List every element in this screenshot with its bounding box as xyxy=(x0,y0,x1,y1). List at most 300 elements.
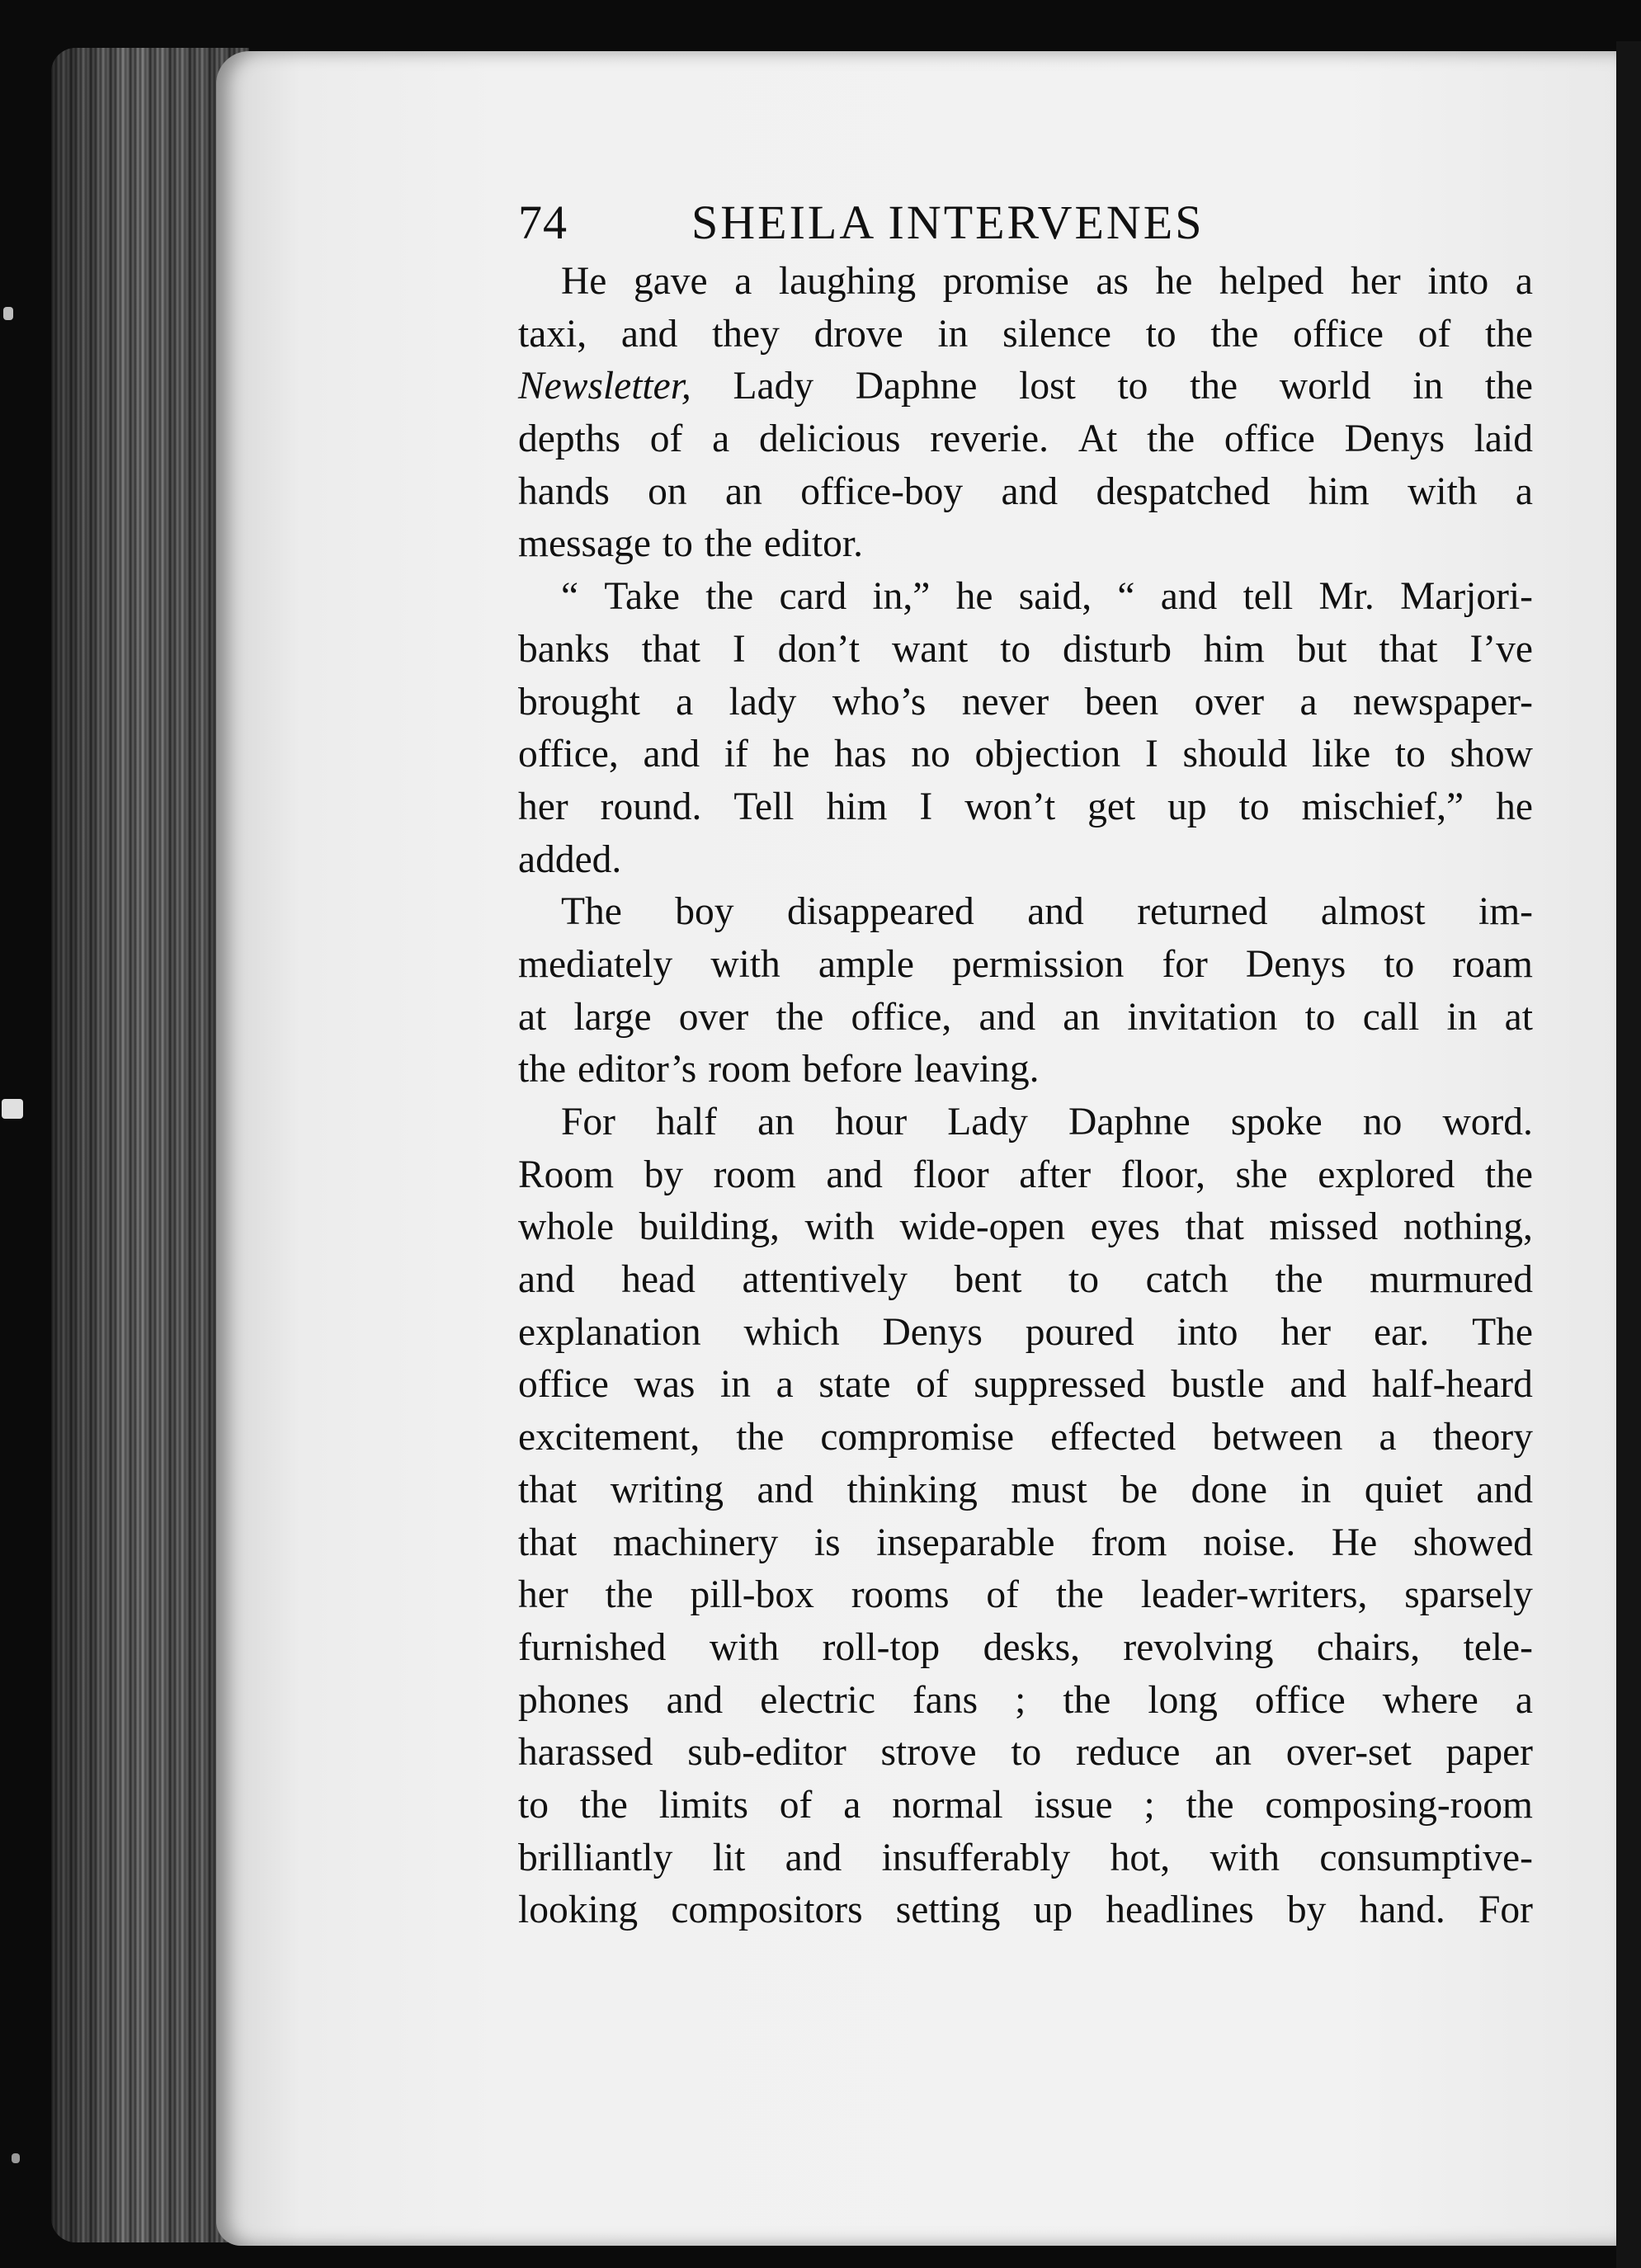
text-line xyxy=(518,624,1533,677)
word: a xyxy=(843,1783,861,1827)
text-line xyxy=(518,571,1533,624)
word: floor, xyxy=(1120,1153,1205,1196)
word: her xyxy=(518,1573,568,1617)
word: at xyxy=(1504,995,1533,1039)
word: the xyxy=(1275,1258,1323,1302)
word: sub-editor xyxy=(687,1731,846,1775)
word: is xyxy=(813,1521,841,1564)
word: in xyxy=(1412,365,1444,408)
word: Denys xyxy=(1344,417,1445,461)
word: has xyxy=(834,733,887,776)
word: paper xyxy=(1445,1731,1533,1775)
word: hands xyxy=(518,469,610,513)
word: issue xyxy=(1034,1783,1113,1827)
word: show xyxy=(1450,733,1533,776)
word: to xyxy=(662,522,693,566)
word: and xyxy=(518,1258,575,1302)
word: composing-room xyxy=(1265,1783,1533,1827)
word: room xyxy=(713,1153,796,1196)
text-line xyxy=(518,1727,1533,1780)
word: normal xyxy=(892,1783,1003,1827)
word: to xyxy=(1117,365,1148,408)
word: a xyxy=(712,417,730,461)
word: The xyxy=(1472,1310,1533,1354)
word: to xyxy=(1068,1258,1099,1302)
word: The xyxy=(561,890,622,934)
text-line xyxy=(518,886,1533,939)
word: Mr. xyxy=(1318,575,1375,619)
word: Denys xyxy=(1245,942,1346,986)
word: of xyxy=(916,1363,949,1407)
word: office xyxy=(518,1363,609,1407)
edge-speck xyxy=(12,2153,20,2163)
text-line xyxy=(518,1359,1533,1412)
word: if xyxy=(724,733,748,776)
word: and xyxy=(1476,1468,1533,1511)
text-line xyxy=(518,413,1533,466)
word: a xyxy=(1299,680,1318,724)
word: like xyxy=(1311,733,1371,776)
word: large xyxy=(573,995,652,1039)
word: that xyxy=(518,1468,578,1511)
word: explanation xyxy=(518,1310,701,1354)
word: he xyxy=(955,575,993,619)
text-line xyxy=(518,1884,1533,1937)
text-line xyxy=(518,1622,1533,1675)
word: mischief,” xyxy=(1301,785,1464,828)
word: a xyxy=(1379,1416,1397,1459)
word: attentively xyxy=(742,1258,908,1302)
word: gave xyxy=(633,260,708,303)
word: newspaper- xyxy=(1352,680,1533,724)
word: she xyxy=(1235,1153,1288,1196)
word: “ xyxy=(1117,575,1135,619)
word: I xyxy=(1144,733,1158,776)
word: eyes xyxy=(1090,1205,1160,1249)
word: him xyxy=(1203,627,1265,671)
word: office xyxy=(1224,417,1315,461)
text-line xyxy=(518,1254,1533,1307)
word: state xyxy=(818,1363,891,1407)
word: harassed xyxy=(518,1731,653,1775)
text-line xyxy=(518,781,1533,834)
word: been xyxy=(1084,680,1159,724)
word: and xyxy=(1290,1363,1347,1407)
word: an xyxy=(1063,995,1101,1039)
word: in xyxy=(1300,1468,1332,1511)
word: compromise xyxy=(820,1416,1015,1459)
word: ; xyxy=(1015,1678,1026,1722)
word: no xyxy=(911,733,950,776)
word: the xyxy=(776,995,824,1039)
word: explored xyxy=(1318,1153,1455,1196)
word: an xyxy=(725,469,762,513)
word: revolving xyxy=(1123,1625,1274,1669)
word: roam xyxy=(1452,942,1533,986)
word: into xyxy=(1427,260,1489,303)
word: her xyxy=(1280,1310,1332,1354)
word: and xyxy=(666,1678,724,1722)
word: in xyxy=(720,1363,751,1407)
word: and xyxy=(643,733,700,776)
word: hour xyxy=(835,1101,908,1143)
word: to xyxy=(1145,312,1177,356)
word: and xyxy=(978,995,1036,1039)
word: message xyxy=(518,522,651,566)
word: Daphne xyxy=(1068,1101,1191,1143)
word: to xyxy=(1011,1731,1042,1775)
word: the xyxy=(736,1416,785,1459)
word: was xyxy=(634,1363,696,1407)
word: Marjori- xyxy=(1400,575,1533,619)
word: the xyxy=(1186,1783,1234,1827)
word: up xyxy=(1033,1888,1073,1932)
word: He xyxy=(1331,1521,1378,1564)
word: consumptive- xyxy=(1319,1836,1533,1879)
word: up xyxy=(1167,785,1207,828)
word: done xyxy=(1191,1468,1267,1511)
word: a xyxy=(676,680,694,724)
word: permission xyxy=(951,942,1125,986)
word: depths xyxy=(518,417,621,461)
word: helped xyxy=(1219,260,1324,303)
word: in xyxy=(1446,995,1478,1039)
word: as xyxy=(1096,260,1129,303)
word: won’t xyxy=(964,785,1056,828)
word: reduce xyxy=(1075,1731,1181,1775)
word: the xyxy=(705,575,754,619)
word: missed xyxy=(1269,1205,1379,1249)
word: the xyxy=(579,1783,628,1827)
word: of xyxy=(779,1783,813,1827)
word: and xyxy=(757,1468,814,1511)
text-line xyxy=(518,1096,1533,1149)
text-line xyxy=(518,1832,1533,1885)
word: that xyxy=(1185,1205,1244,1249)
word: and xyxy=(1001,469,1059,513)
text-line xyxy=(518,1569,1533,1622)
word: of xyxy=(649,417,683,461)
text-line xyxy=(518,1307,1533,1360)
word: Tell xyxy=(733,785,795,828)
word: of xyxy=(986,1573,1019,1617)
word: Daphne xyxy=(855,365,978,408)
word: by xyxy=(644,1153,684,1196)
word: laughing xyxy=(778,260,917,303)
word: a xyxy=(1515,260,1533,303)
word: rooms xyxy=(851,1573,950,1617)
word: delicious xyxy=(759,417,901,461)
word: writing xyxy=(610,1468,724,1511)
word: to xyxy=(1238,785,1270,828)
word: in,” xyxy=(872,575,931,619)
word: the xyxy=(1055,1573,1104,1617)
word: theory xyxy=(1432,1416,1533,1459)
word: the xyxy=(1063,1678,1111,1722)
word: leader-writers, xyxy=(1140,1573,1368,1617)
word: room xyxy=(708,1048,791,1092)
word: mediately xyxy=(518,942,673,986)
word: desks, xyxy=(983,1625,1080,1669)
word: before xyxy=(802,1048,903,1092)
word: must xyxy=(1011,1468,1087,1511)
word: the xyxy=(1210,312,1259,356)
word: insufferably xyxy=(881,1836,1071,1879)
word: lady xyxy=(729,680,797,724)
word: ear. xyxy=(1373,1310,1430,1354)
word: an xyxy=(1214,1731,1252,1775)
word: to xyxy=(518,1783,549,1827)
word: call xyxy=(1362,995,1420,1039)
word: on xyxy=(648,469,687,513)
word: pill-box xyxy=(690,1573,814,1617)
word: ; xyxy=(1144,1783,1155,1827)
word: leaving. xyxy=(913,1048,1040,1092)
word: he xyxy=(1496,785,1533,828)
word: a xyxy=(734,260,752,303)
word: at xyxy=(518,995,547,1039)
word: never xyxy=(961,680,1049,724)
word: with xyxy=(1408,469,1478,513)
word: head xyxy=(621,1258,696,1302)
edge-speck xyxy=(3,307,13,320)
word: quiet xyxy=(1364,1468,1443,1511)
binding-edge xyxy=(1616,41,1641,2268)
word: he xyxy=(772,733,810,776)
word: im- xyxy=(1478,890,1533,934)
word: to xyxy=(1000,627,1031,671)
word: phones xyxy=(518,1678,630,1722)
text-line xyxy=(518,1149,1533,1202)
word: Lady xyxy=(733,365,814,408)
word: disappeared xyxy=(786,890,974,934)
text-line xyxy=(518,1517,1533,1570)
word: and xyxy=(785,1836,842,1879)
word: almost xyxy=(1320,890,1426,934)
word: limits xyxy=(658,1783,748,1827)
body-text xyxy=(518,256,1533,1937)
word: disturb xyxy=(1063,627,1172,671)
word: which xyxy=(743,1310,840,1354)
word: added. xyxy=(518,837,622,881)
word: tell xyxy=(1243,575,1294,619)
word: and xyxy=(620,312,678,356)
word: I xyxy=(919,785,933,828)
word: with xyxy=(1210,1836,1280,1879)
word: For xyxy=(1478,1888,1533,1932)
word: For xyxy=(561,1101,615,1143)
text-line xyxy=(518,256,1533,309)
word: her xyxy=(518,785,568,828)
word: word. xyxy=(1442,1101,1533,1143)
word: the xyxy=(704,522,752,566)
page-number: 74 xyxy=(518,196,568,249)
text-line xyxy=(518,1044,1533,1096)
word: that xyxy=(1379,627,1438,671)
word: banks xyxy=(518,627,610,671)
word: “ xyxy=(561,575,579,619)
page-text xyxy=(518,195,1533,1937)
word: the xyxy=(1484,1153,1533,1196)
text-line xyxy=(518,1675,1533,1728)
word: spoke xyxy=(1230,1101,1323,1143)
word: to xyxy=(1304,995,1336,1039)
text-line xyxy=(518,1780,1533,1832)
word: where xyxy=(1382,1678,1478,1722)
word: wide-open xyxy=(899,1205,1065,1249)
word: whole xyxy=(518,1205,615,1249)
word: effected xyxy=(1050,1416,1177,1459)
running-title: SHEILA INTERVENES xyxy=(691,196,1205,249)
word: with xyxy=(804,1205,875,1249)
word: he xyxy=(1155,260,1193,303)
word: silence xyxy=(1002,312,1111,356)
word: He xyxy=(561,260,607,303)
word: a xyxy=(1515,469,1533,513)
word: office xyxy=(1254,1678,1346,1722)
word: bustle xyxy=(1171,1363,1265,1407)
word: with xyxy=(710,942,780,986)
word: excitement, xyxy=(518,1416,700,1459)
word: noise. xyxy=(1203,1521,1296,1564)
word: Newsletter, xyxy=(518,365,691,408)
word: compositors xyxy=(671,1888,863,1932)
word: from xyxy=(1091,1521,1167,1564)
word: no xyxy=(1362,1101,1403,1143)
word: with xyxy=(709,1625,780,1669)
word: electric xyxy=(760,1678,875,1722)
word: ample xyxy=(818,942,914,986)
word: the xyxy=(1147,417,1195,461)
word: get xyxy=(1087,785,1136,828)
word: brilliantly xyxy=(518,1836,673,1879)
word: in xyxy=(937,312,969,356)
word: between xyxy=(1212,1416,1343,1459)
word: showed xyxy=(1412,1521,1533,1564)
word: of xyxy=(1417,312,1451,356)
word: over-set xyxy=(1285,1731,1412,1775)
word: should xyxy=(1182,733,1288,776)
running-head xyxy=(518,195,1533,256)
word: over xyxy=(1194,680,1265,724)
word: said, xyxy=(1018,575,1092,619)
word: card xyxy=(779,575,847,619)
word: don’t xyxy=(777,627,861,671)
text-line xyxy=(518,309,1533,361)
word: nothing, xyxy=(1403,1205,1533,1249)
word: looking xyxy=(518,1888,639,1932)
word: promise xyxy=(942,260,1069,303)
text-line xyxy=(518,834,1533,887)
word: editor’s xyxy=(578,1048,697,1092)
word: thinking xyxy=(846,1468,978,1511)
word: despatched xyxy=(1096,469,1271,513)
word: office-boy xyxy=(800,469,964,513)
word: boy xyxy=(675,890,734,934)
word: half xyxy=(656,1101,717,1143)
word: murmured xyxy=(1370,1258,1533,1302)
word: floor xyxy=(912,1153,989,1196)
word: roll-top xyxy=(822,1625,941,1669)
word: an xyxy=(757,1101,795,1143)
word: sparsely xyxy=(1404,1573,1533,1617)
text-line xyxy=(518,1412,1533,1464)
word: building, xyxy=(639,1205,780,1249)
word: the xyxy=(1484,312,1533,356)
word: hot, xyxy=(1110,1836,1171,1879)
word: office, xyxy=(851,995,952,1039)
word: that xyxy=(518,1521,578,1564)
text-line xyxy=(518,1201,1533,1254)
word: suppressed xyxy=(974,1363,1146,1407)
word: inseparable xyxy=(876,1521,1055,1564)
text-line xyxy=(518,1464,1533,1517)
word: the xyxy=(605,1573,653,1617)
text-line xyxy=(518,939,1533,992)
word: strove xyxy=(880,1731,977,1775)
word: taxi, xyxy=(518,312,587,356)
word: for xyxy=(1162,942,1208,986)
text-line xyxy=(518,677,1533,729)
word: laid xyxy=(1474,417,1533,461)
word: over xyxy=(678,995,749,1039)
word: into xyxy=(1177,1310,1238,1354)
word: chairs, xyxy=(1316,1625,1421,1669)
word: a xyxy=(776,1363,794,1407)
word: lit xyxy=(712,1836,746,1879)
word: Room xyxy=(518,1153,615,1196)
edge-speck xyxy=(2,1099,23,1119)
word: be xyxy=(1120,1468,1158,1511)
word: and xyxy=(1027,890,1084,934)
word: I’ve xyxy=(1469,627,1533,671)
word: I xyxy=(732,627,746,671)
word: invitation xyxy=(1127,995,1278,1039)
word: and xyxy=(1160,575,1218,619)
word: Lady xyxy=(947,1101,1028,1143)
word: to xyxy=(1384,942,1415,986)
text-line xyxy=(518,466,1533,519)
word: round. xyxy=(600,785,702,828)
text-line xyxy=(518,361,1533,413)
word: machinery xyxy=(612,1521,779,1564)
word: by xyxy=(1286,1888,1327,1932)
word: lost xyxy=(1019,365,1076,408)
word: bent xyxy=(954,1258,1022,1302)
word: reverie. xyxy=(930,417,1049,461)
word: world xyxy=(1279,365,1371,408)
word: brought xyxy=(518,680,640,724)
word: objection xyxy=(974,733,1121,776)
text-line xyxy=(518,728,1533,781)
word: who’s xyxy=(832,680,927,724)
word: At xyxy=(1077,417,1118,461)
word: but xyxy=(1296,627,1347,671)
word: half-heard xyxy=(1371,1363,1533,1407)
word: office xyxy=(1293,312,1384,356)
text-line xyxy=(518,518,1533,571)
word: long xyxy=(1148,1678,1218,1722)
word: him xyxy=(826,785,888,828)
word: want xyxy=(891,627,969,671)
word: that xyxy=(641,627,700,671)
word: the xyxy=(1484,365,1533,408)
word: tele- xyxy=(1463,1625,1533,1669)
word: and xyxy=(826,1153,883,1196)
word: him xyxy=(1308,469,1370,513)
word: a xyxy=(1515,1678,1533,1722)
word: hand. xyxy=(1359,1888,1445,1932)
